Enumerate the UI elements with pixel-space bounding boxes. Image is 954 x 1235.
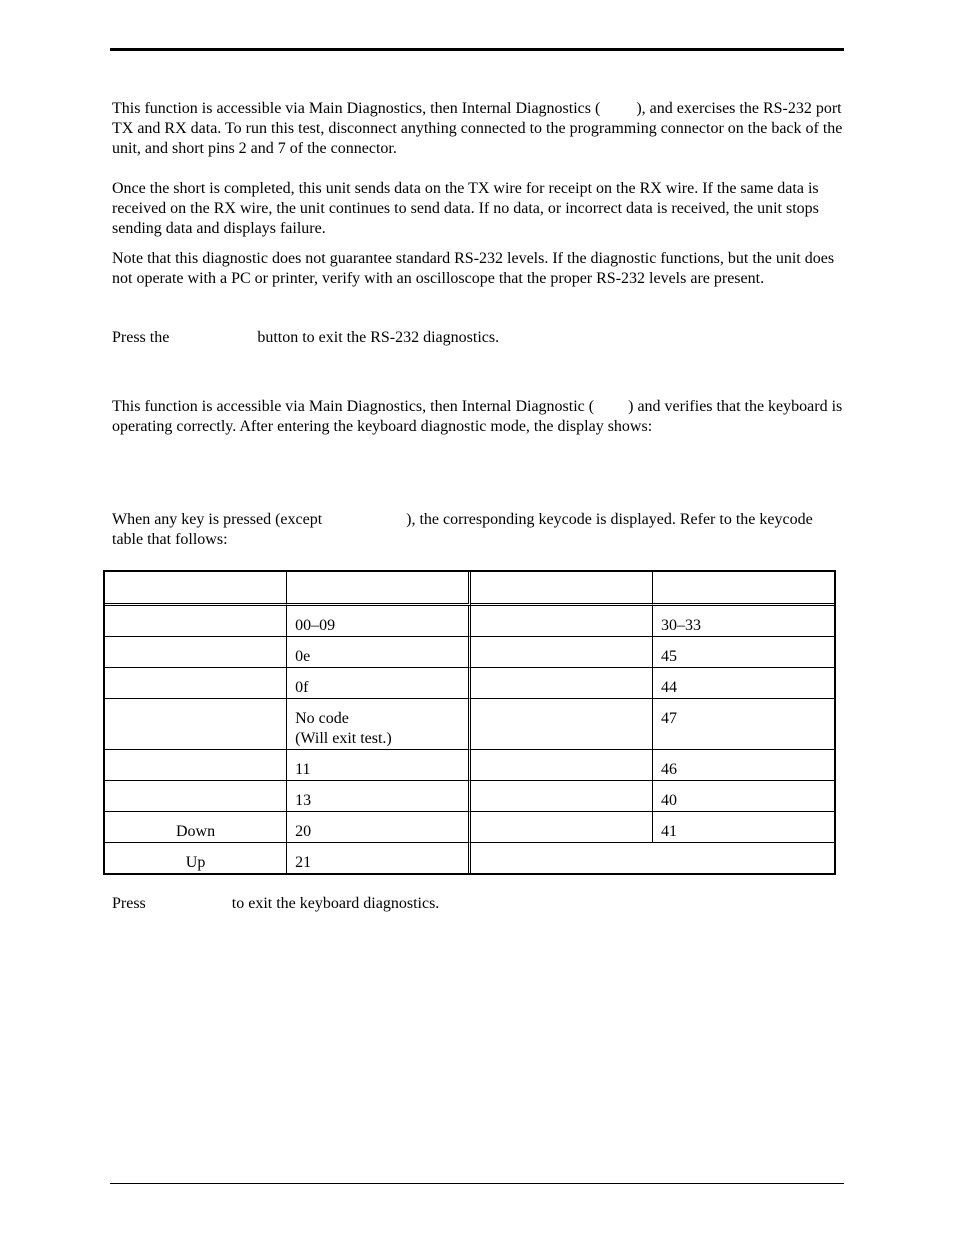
key-cell <box>105 668 287 699</box>
key-cell <box>105 606 287 637</box>
key-cell <box>471 781 653 812</box>
key-cell: Up <box>105 843 287 873</box>
header-cell-key <box>105 572 287 606</box>
code-cell: 00–09 <box>287 606 471 637</box>
code-cell: 45 <box>653 637 834 668</box>
code-cell: 47 <box>653 699 834 750</box>
key-cell <box>105 781 287 812</box>
code-cell: No code (Will exit test.) <box>287 699 471 750</box>
key-cell: Down <box>105 812 287 843</box>
rs232-note-paragraph: Note that this diagnostic does not guarantee standard RS-232 levels. If the diagnostic functions, but the unit does not operate with a PC or printer, verify with an oscilloscope that the proper RS-232 levels are present. <box>112 250 835 287</box>
table-row <box>105 812 834 843</box>
code-cell: 20 <box>287 812 471 843</box>
table-row <box>105 668 834 699</box>
header-cell-code <box>287 572 471 606</box>
code-cell: 46 <box>653 750 834 781</box>
empty-merged-cell <box>471 843 834 873</box>
code-cell: 13 <box>287 781 471 812</box>
code-cell: 41 <box>653 812 834 843</box>
key-cell <box>471 812 653 843</box>
table-row <box>105 606 834 637</box>
code-cell: 44 <box>653 668 834 699</box>
code-cell: 21 <box>287 843 471 873</box>
code-cell: 40 <box>653 781 834 812</box>
table-row <box>105 750 834 781</box>
table-row <box>105 781 834 812</box>
rs232-behavior-paragraph: Once the short is completed, this unit sends data on the TX wire for receipt on the RX wire. If the same data is received on the RX wire, the unit continues to send data. If no data, or incorrect data is received, the unit stops sending data and displays failure. <box>112 180 819 237</box>
keyboard-exit-paragraph: Press to exit the keyboard diagnostics. <box>112 895 440 912</box>
key-cell <box>471 637 653 668</box>
code-cell: 30–33 <box>653 606 834 637</box>
code-cell: 11 <box>287 750 471 781</box>
rs232-intro-paragraph: This function is accessible via Main Diagnostics, then Internal Diagnostics ( ), and exercises the RS-232 port TX and RX data. To run this test, disconnect anything connected to the programming connector on the back of the unit, and short pins 2 and 7 of the connector. <box>112 100 843 157</box>
key-cell <box>105 750 287 781</box>
header-rule <box>110 48 844 51</box>
rs232-exit-paragraph: Press the button to exit the RS-232 diagnostics. <box>112 329 500 346</box>
key-cell <box>471 750 653 781</box>
key-cell <box>105 699 287 750</box>
footer-rule <box>110 1183 844 1184</box>
code-cell: 0f <box>287 668 471 699</box>
keycode-table <box>103 570 836 875</box>
keyboard-keycode-paragraph: When any key is pressed (except ), the corresponding keycode is displayed. Refer to the keycode table that follows: <box>112 511 813 548</box>
table-row <box>105 699 834 750</box>
key-cell <box>471 699 653 750</box>
keyboard-intro-paragraph: This function is accessible via Main Diagnostics, then Internal Diagnostic ( ) and verifies that the keyboard is operating correctly. After entering the keyboard diagnostic mode, the display shows: <box>112 398 843 435</box>
table-header-row <box>105 572 834 606</box>
key-cell <box>105 637 287 668</box>
key-cell <box>471 668 653 699</box>
table-row <box>105 843 834 873</box>
code-cell: 0e <box>287 637 471 668</box>
key-cell <box>471 606 653 637</box>
header-cell-key <box>471 572 653 606</box>
table-row <box>105 637 834 668</box>
header-cell-code <box>653 572 834 606</box>
